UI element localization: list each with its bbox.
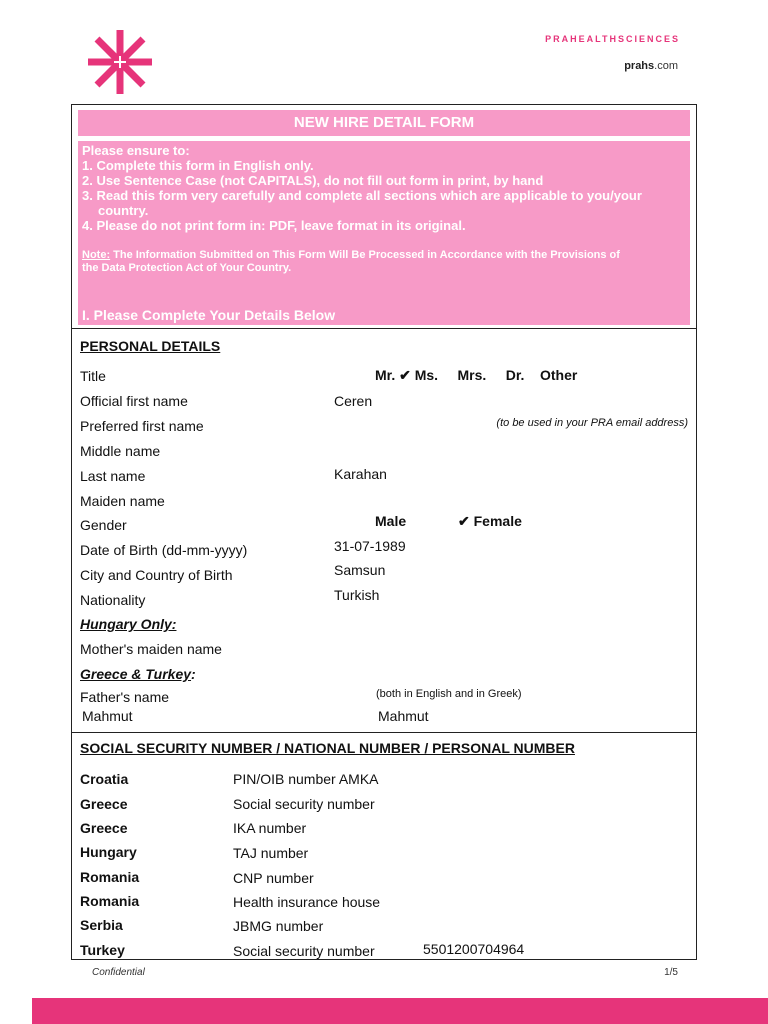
hungary-only-heading: Hungary Only: [80,616,177,632]
middle-name-label: Middle name [80,443,161,459]
personal-details-heading: PERSONAL DETAILS [80,338,221,354]
ssn-type: Social security number [233,943,375,959]
ssn-country: Croatia [80,771,129,787]
dob-value[interactable]: 31-07-1989 [334,538,406,554]
ssn-country: Hungary [80,844,137,860]
fathers-name-hint: (both in English and in Greek) [376,688,522,700]
brand-name: PRAHEALTHSCIENCES [545,34,680,44]
first-name-label: Official first name [80,393,188,409]
birth-city-value[interactable]: Samsun [334,562,386,578]
mothers-maiden-label: Mother's maiden name [80,641,222,657]
title-options[interactable]: Mr. ✔ Ms. Mrs. Dr. Other [375,367,578,383]
confidential-label: Confidential [92,967,145,978]
ssn-country: Turkey [80,942,125,958]
data-protection-note [82,249,686,275]
ssn-type: TAJ number [233,845,309,861]
site-url[interactable] [624,60,678,72]
ssn-country: Greece [80,820,128,836]
ssn-type: CNP number [233,870,314,886]
divider [72,328,696,329]
ssn-value[interactable]: 5501200704964 [423,941,525,957]
ssn-country: Serbia [80,917,123,933]
note-label: Note: [82,249,111,261]
greece-turkey-heading [80,666,196,682]
gender-female-option[interactable]: ✔ Female [458,513,522,529]
nationality-value[interactable]: Turkish [334,587,380,603]
title-label: Title [80,368,106,384]
fathers-name-english[interactable]: Mahmut [82,708,133,724]
dob-label: Date of Birth (dd-mm-yyyy) [80,542,248,558]
instruction-2: 2. Use Sentence Case (not CAPITALS), do not fill out form in print, by hand [82,173,544,188]
gender-male-option[interactable]: Male [375,513,407,529]
ssn-type: JBMG number [233,918,324,934]
last-name-label: Last name [80,468,146,484]
instruction-3-cont: country. [98,203,149,218]
footer-bar [32,998,768,1024]
form-frame [71,104,697,960]
ssn-country: Greece [80,796,128,812]
ensure-heading: Please ensure to: [82,143,190,158]
preferred-name-hint: (to be used in your PRA email address) [496,417,688,429]
ssn-heading: SOCIAL SECURITY NUMBER / NATIONAL NUMBER / PERSONAL NUMBER [80,740,575,756]
fathers-name-label: Father's name [80,689,170,705]
first-name-value[interactable]: Ceren [334,393,373,409]
ssn-country: Romania [80,869,140,885]
greece-turkey-colon: : [191,666,196,682]
ssn-type: Health insurance house [233,894,381,910]
section-1-title: I. Please Complete Your Details Below [82,307,336,323]
instruction-3: 3. Read this form very carefully and complete all sections which are applicable to you/your [82,188,642,203]
note-text-2: the Data Protection Act of Your Country. [82,262,292,274]
last-name-value[interactable]: Karahan [334,466,387,482]
note-text: The Information Submitted on This Form Will Be Processed in Accordance with the Provisions of [110,249,620,261]
gender-label: Gender [80,517,127,533]
ssn-type: Social security number [233,796,375,812]
birth-city-label: City and Country of Birth [80,567,233,583]
divider [72,732,696,733]
fathers-name-greek[interactable]: Mahmut [378,708,429,724]
instruction-4: 4. Please do not print form in: PDF, leave format in its original. [82,218,466,233]
greece-turkey-text: Greece & Turkey [80,666,192,682]
instructions-box [78,141,690,325]
preferred-name-label: Preferred first name [80,418,204,434]
maiden-name-label: Maiden name [80,493,165,509]
site-url-suffix: .com [654,60,678,72]
site-url-prefix: prahs [624,60,655,72]
ssn-type: IKA number [233,820,307,836]
instruction-1: 1. Complete this form in English only. [82,158,314,173]
nationality-label: Nationality [80,592,146,608]
ssn-country: Romania [80,893,140,909]
form-title: NEW HIRE DETAIL FORM [78,110,690,136]
ssn-type: PIN/OIB number AMKA [233,771,379,787]
page-number: 1/5 [664,967,678,978]
pra-logo-icon [84,26,156,98]
